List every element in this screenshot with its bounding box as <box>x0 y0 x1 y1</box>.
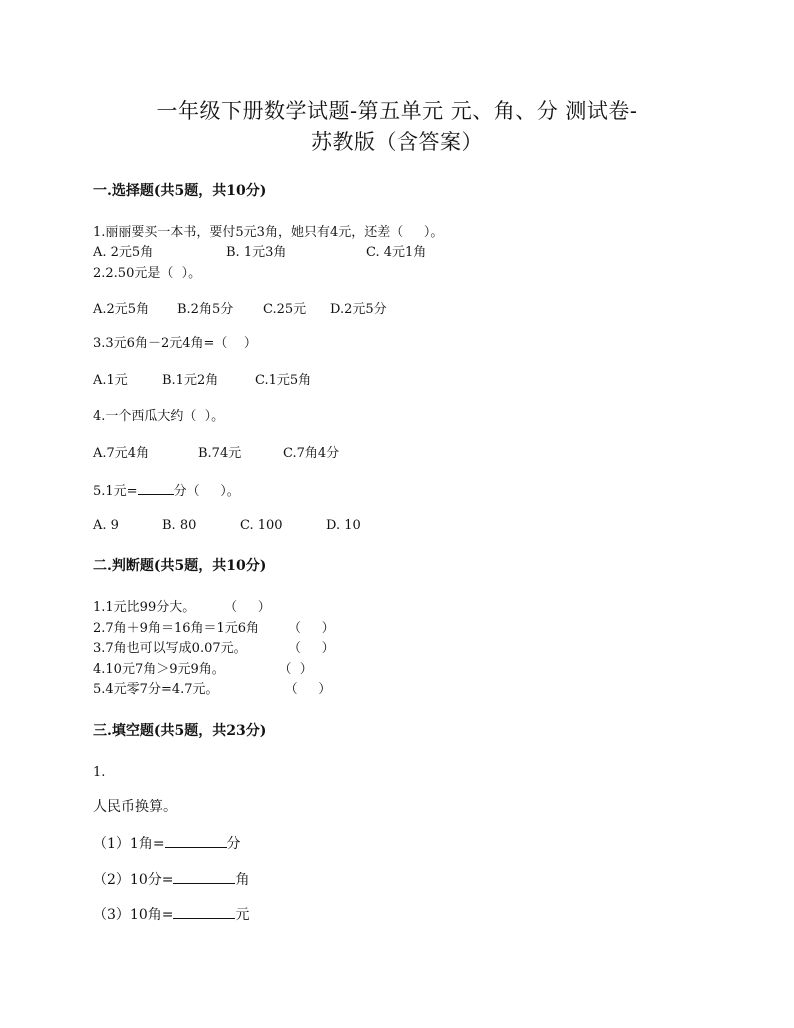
question-1-5-text <box>93 481 240 501</box>
page-title-line-2: 苏教版（含答案） <box>311 130 483 154</box>
question-1-1-text: 1.丽丽要买一本书，要付5元3角，她只有4元，还差（ ）。 <box>93 225 444 240</box>
question-1-1-option-b: B. 1元3角 <box>226 245 287 260</box>
fill-question-1-prompt: 人民币换算。 <box>93 799 177 815</box>
question-1-4-option-a: A.7元4角 <box>93 446 150 461</box>
section-2-heading: 二.判断题(共5题，共10分) <box>93 558 267 574</box>
section-1-heading: 一.选择题(共5题，共10分) <box>93 183 267 199</box>
fill-question-1-number: 1. <box>93 765 106 780</box>
judgement-item-5: 5.4元零7分=4.7元。 （ ） <box>93 682 332 697</box>
conversion-row-3 <box>93 905 249 924</box>
conversion-row-1-unit: 分 <box>226 836 241 852</box>
judgement-item-2: 2.7角＋9角＝16角＝1元6角 （ ） <box>93 621 335 636</box>
question-1-4-text: 4.一个西瓜大约（ ）。 <box>93 409 225 424</box>
conversion-row-2 <box>93 870 249 889</box>
question-1-2-option-a: A.2元5角 <box>93 302 150 317</box>
question-1-2-option-c: C.25元 <box>263 302 307 317</box>
judgement-item-4: 4.10元7角＞9元9角。 （ ） <box>93 662 313 677</box>
question-1-5-option-a: A. 9 <box>93 518 119 533</box>
conversion-row-2-prefix: （2）10分= <box>93 872 174 888</box>
question-1-2-text: 2.2.50元是（ ）。 <box>93 266 202 281</box>
judgement-item-3: 3.7角也可以写成0.07元。 （ ） <box>93 641 335 656</box>
question-1-5-suffix: 分（ ）。 <box>173 484 240 499</box>
answer-blank[interactable] <box>173 870 235 884</box>
question-1-2-option-d: D.2元5分 <box>330 302 387 317</box>
question-1-5-option-b: B. 80 <box>162 518 197 533</box>
conversion-row-3-unit: 元 <box>235 907 250 923</box>
question-1-4-option-b: B.74元 <box>198 446 242 461</box>
question-1-3-option-b: B.1元2角 <box>162 373 219 388</box>
question-1-3-option-c: C.1元5角 <box>255 373 312 388</box>
answer-blank[interactable] <box>173 905 235 919</box>
question-1-5-option-c: C. 100 <box>240 518 283 533</box>
conversion-row-1-prefix: （1）1角= <box>93 836 165 852</box>
question-1-5-prefix: 5.1元= <box>93 484 138 499</box>
judgement-item-1: 1.1元比99分大。 （ ） <box>93 600 271 615</box>
question-1-3-option-a: A.1元 <box>93 373 128 388</box>
conversion-row-3-prefix: （3）10角= <box>93 907 174 923</box>
question-1-1-option-c: C. 4元1角 <box>366 245 427 260</box>
answer-blank[interactable] <box>165 834 227 848</box>
question-1-3-text: 3.3元6角－2元4角=（ ） <box>93 336 257 351</box>
conversion-row-2-unit: 角 <box>235 872 250 888</box>
answer-blank[interactable] <box>138 481 174 495</box>
section-3-heading: 三.填空题(共5题，共23分) <box>93 723 267 739</box>
question-1-4-option-c: C.7角4分 <box>283 446 340 461</box>
question-1-2-option-b: B.2角5分 <box>177 302 234 317</box>
question-1-5-option-d: D. 10 <box>326 518 361 533</box>
question-1-1-option-a: A. 2元5角 <box>93 245 154 260</box>
page-title-line-1: 一年级下册数学试题-第五单元 元、角、分 测试卷- <box>156 99 638 123</box>
conversion-row-1 <box>93 834 241 853</box>
